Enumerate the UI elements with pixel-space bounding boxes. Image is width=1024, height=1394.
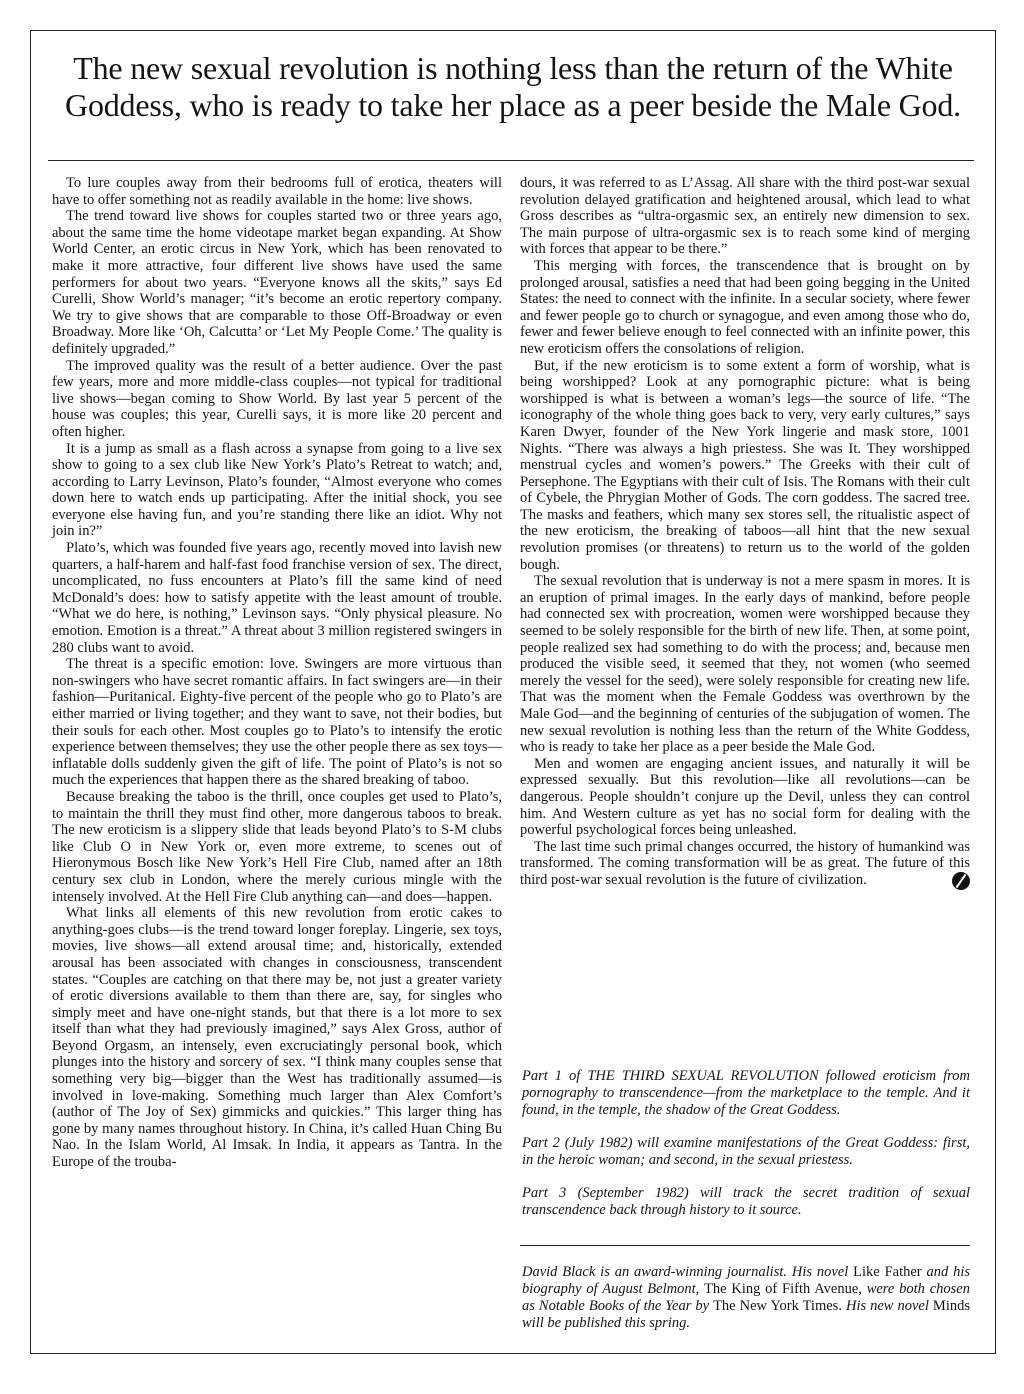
- article-column-right: [520, 175, 970, 890]
- author-bio: [522, 1264, 970, 1332]
- bio-rule: [520, 1245, 970, 1246]
- bio-text: and his biography of August Belmont,: [522, 1264, 971, 1297]
- bio-text: David Black is an award-winning journalist. His novel: [522, 1264, 854, 1280]
- end-of-article-icon: [952, 872, 970, 890]
- bio-book-title: Like Father: [853, 1264, 922, 1280]
- bio-text: will be published this spring.: [522, 1315, 690, 1331]
- series-note-text: Part 1 of THE THIRD SEXUAL REVOLUTION followed eroticism from pornography to transcendence—from the marketplace to the temple. And it found, in the temple, the shadow of the Great Goddess.: [522, 1068, 970, 1118]
- bio-text: were both chosen as Notable Books of the Year by: [522, 1281, 970, 1314]
- paragraph: Plato’s, which was founded five years ago, recently moved into lavish new quarters, a half-harem and half-fast food franchise version of sex. The direct, uncomplicated, no fuss encounters at Plato’s fill the same kind of need McDonald’s does: how to satisfy appetite with the least amount of trouble. “What we do here, is nothing,” Levinson says. “Only physical pleasure. No emotion. Emotion is a threat.” A threat about 3 million registered swingers in 280 clubs want to avoid.: [52, 540, 502, 656]
- paragraph: dours, it was referred to as L’Assag. All share with the third post-war sexual revolution delayed gratification and heightened arousal, which lead to what Gross describes as “ultra-orgasmic sex, an entirely new dimension to sex. The main purpose of ultra-orgasmic sex is to reach some kind of merging with forces that appear to be there.”: [520, 175, 970, 258]
- paragraph: To lure couples away from their bedrooms full of erotica, theaters will have to offer something not as readily available in the home: live shows.: [52, 175, 502, 208]
- series-note-part-1: [522, 1068, 970, 1119]
- paragraph-final: [520, 839, 970, 889]
- series-note-text: Part 3 (September 1982) will track the secret tradition of sexual transcendence back through history to it source.: [522, 1185, 970, 1218]
- paragraph: The improved quality was the result of a better audience. Over the past few years, more and more middle-class couples—not typical for traditional live shows—began coming to Show World. By last year 5 percent of the house was couples; this year, Curelli says, it is more like 20 percent and often higher.: [52, 357, 502, 440]
- paragraph: The trend toward live shows for couples started two or three years ago, about the same time the home videotape market began expanding. At Show World Center, an erotic circus in New York, which has been renovated to make it more attractive, four different live shows have used the same performers for about two years. “Everyone knows all the skits,” says Ed Curelli, Show World’s manager; “it’s become an erotic repertory company. We try to give shows that are comparable to those Off-Broadway or even Broadway. More like ‘Oh, Calcutta’ or ‘Let My People Come.’ The quality is definitely upgraded.”: [52, 208, 502, 357]
- bio-book-title: Minds: [932, 1298, 970, 1314]
- bio-text: His new novel: [841, 1298, 933, 1314]
- paragraph: Men and women are engaging ancient issues, and naturally it will be expressed sexually. But this revolution—like all revolutions—can be dangerous. People shouldn’t conjure up the Devil, unless they can control him. And Western culture as yet has no social form for dealing with the powerful psychological forces being unleashed.: [520, 755, 970, 839]
- series-note-part-3: [522, 1185, 970, 1219]
- final-text: The last time such primal changes occurred, the history of humankind was transformed. The coming transformation will be as great. The future of this third post-war sexual revolution is the future of civilization.: [520, 838, 970, 888]
- series-note-text: Part 2 (July 1982) will examine manifestations of the Great Goddess: first, in the heroic woman; and second, in the sexual priestess.: [522, 1135, 970, 1168]
- bio-newspaper: The New York Times.: [713, 1298, 842, 1314]
- article-column-left: [52, 175, 502, 1171]
- bio-book-title: The King of Fifth Avenue,: [704, 1281, 862, 1297]
- pull-quote: The new sexual revolution is nothing less than the return of the White Goddess, who is ready to take her place as a peer beside the Male God.: [65, 50, 961, 123]
- paragraph: Because breaking the taboo is the thrill, once couples get used to Plato’s, to maintain the thrill they must find other, more dangerous taboos to break. The new eroticism is a slippery slide that leads beyond Plato’s to S-M clubs like Club O in New York or, even more extreme, to scenes out of Hieronymous Bosch like New York’s Hell Fire Club, named after an 18th century sex club in London, where the merely curious mingle with the intensely involved. At the Hell Fire Club anything can—and does—happen.: [52, 788, 502, 905]
- pull-quote-rule: [48, 160, 974, 161]
- paragraph: But, if the new eroticism is to some extent a form of worship, what is being worshipped? Look at any pornographic picture: what is being worshipped is what is between a woman’s legs—the source of life. “The iconography of the whole thing goes back to very, very early cultures,” says Karen Dwyer, founder of the New York lingerie and mask store, 1001 Nights. “There was always a high priestess. She was It. They worshipped menstrual cycles and women’s powers.” The Greeks with their cult of Persephone. The Egyptians with their cult of Isis. The Romans with their cult of Cybele, the Phrygian Mother of Gods. The corn goddess. The sacred tree. The masks and feathers, which many sex stores sell, the ritualistic aspect of the new eroticism, the breaking of taboos—all hint that the new sexual revolution promises (or threatens) to return us to the world of the golden bough.: [520, 357, 970, 573]
- paragraph: The threat is a specific emotion: love. Swingers are more virtuous than non-swingers who have secret romantic affairs. In fact swingers are—in their fashion—Puritanical. Eighty-five percent of the people who go to Plato’s are either married or living together; and they want to save, not their bodies, but their souls for each other. Most couples go to Plato’s to intensify the erotic experience between themselves; they use the other people there as sex toys—inflatable dolls suddenly given the gift of life. The point of Plato’s is not so much the experiences that happen there as the shared breaking of taboo.: [52, 656, 502, 789]
- paragraph: What links all elements of this new revolution from erotic cakes to anything-goes clubs—is the trend toward longer foreplay. Lingerie, sex toys, movies, live shows—all extend arousal time; and, historically, extended arousal has been associated with changes in consciousness, transcendent states. “Couples are catching on that there may be, not just a greater variety of erotic diversions available to them than there are, say, for singles who simply meet and have one-night stands, but that there is a lot more to sex itself than what they had previously imagined,” says Alex Gross, author of Beyond Orgasm, an intensely, even excruciatingly personal book, which plunges into the history and sorcery of sex. “I think many couples sense that something very big—bigger than the West has traditionally assumed—is involved in love-making. Something much larger than Alex Comfort’s (author of The Joy of Sex) gimmicks and quickies.” This larger thing has gone by many names throughout history. In China, it’s called Huan Ching Bu Nao. In the Islam World, Al Imsak. In India, it appears as Tantra. In the Europe of the trouba-: [52, 905, 502, 1171]
- paragraph: This merging with forces, the transcendence that is brought on by prolonged arousal, satisfies a need that had been going begging in the United States: the need to connect with the infinite. In a secular society, where fewer and fewer people go to church or synagogue, and even among those who do, fewer and fewer believe enough to feel connected with an infinite power, this new eroticism offers the consolations of religion.: [520, 257, 970, 357]
- paragraph: The sexual revolution that is underway is not a mere spasm in mores. It is an eruption of primal images. In the early days of mankind, before people had connected sex with procreation, women were worshipped because they seemed to be solely responsible for the birth of new life. Then, at some point, people realized sex had something to do with the process; and, because men produced the visible seed, it seemed that they, not women (who seemed merely the vessel for the seed), were solely responsible for creating new life. That was the moment when the Female Goddess was overthrown by the Male God—and the beginning of centuries of the subjugation of women. The new sexual revolution is nothing less than the return of the White Goddess, who is ready to take her place as a peer beside the Male God.: [520, 573, 970, 756]
- paragraph: It is a jump as small as a flash across a synapse from going to a live sex show to going to a sex club like New York’s Plato’s Retreat to watch; and, according to Larry Levinson, Plato’s founder, “Almost everyone who comes down here to watch ends up participating. After the initial shock, you see everyone else having fun, and you’re standing there like an idiot. Why not join in?”: [52, 440, 502, 540]
- series-note-part-2: [522, 1135, 970, 1169]
